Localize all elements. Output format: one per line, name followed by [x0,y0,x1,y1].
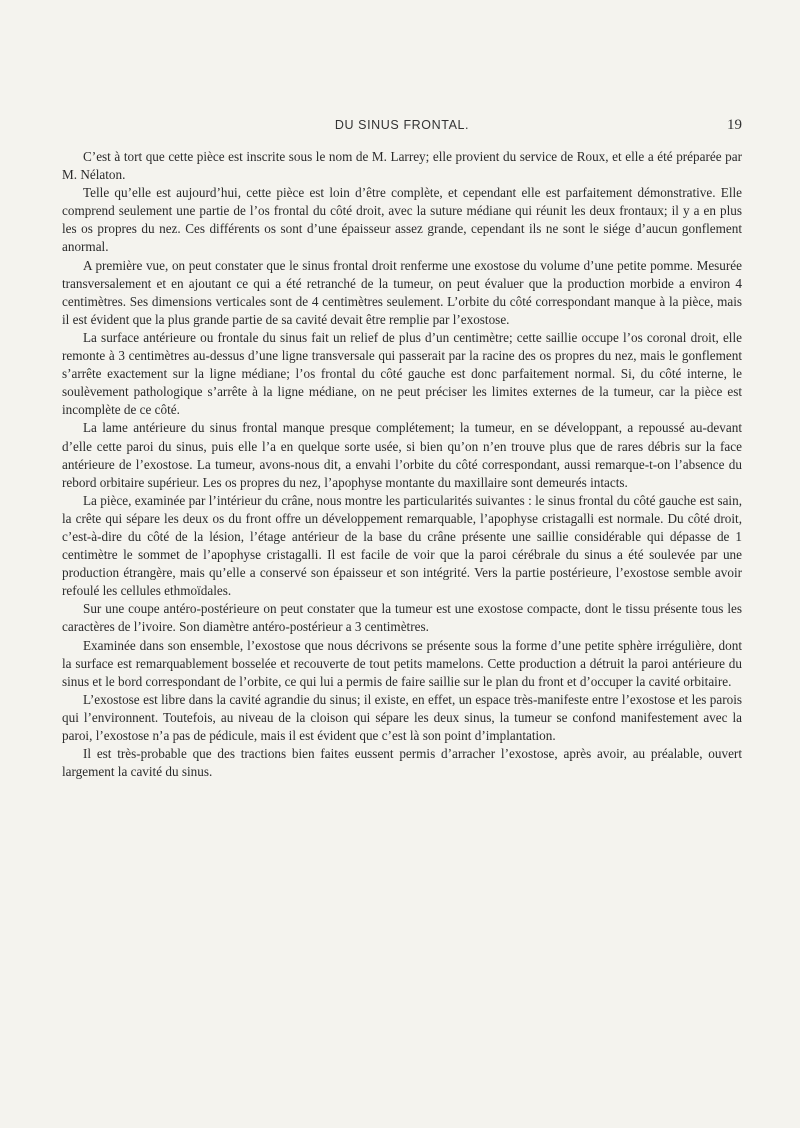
paragraph: L’exostose est libre dans la cavité agrandie du sinus; il existe, en effet, un espace très-manifeste entre l’exostose et les parois qui l’environnent. Toutefois, au niveau de la cloison qui sépare les deux sinus, la tumeur se confond manifestement avec la paroi, l’exostose n’a pas de pédicule, mais il est évident que c’est là son point d’implantation. [62,691,742,743]
paragraph: La surface antérieure ou frontale du sinus fait un relief de plus d’un centimètre; cette saillie occupe l’os coronal droit, elle remonte à 3 centimètres au-dessus d’une ligne transversale qui passerait par la racine des os propres du nez, mais le gonflement s’arrête exactement sur la ligne médiane; l’os frontal du côté gauche est donc parfaitement normal. Si, du côté interne, le soulèvement pathologique s’arrête à la ligne médiane, on ne peut préciser les limites externes de la tumeur, car la pièce est incomplète de ce côté. [62,329,742,418]
running-title: DU SINUS FRONTAL. [334,118,470,132]
paragraph: A première vue, on peut constater que le sinus frontal droit renferme une exostose du volume d’une petite pomme. Mesurée transversalement et en ajoutant ce qui a été retranché de la tumeur, on peut évaluer que la production morbide a environ 4 centimètres. Ses dimensions verticales sont de 4 centimètres seulement. L’orbite du côté correspondant manque à la pièce, mais il est évident que la plus grande partie de sa cavité devait être remplie par l’exostose. [62,257,742,327]
paragraph: La pièce, examinée par l’intérieur du crâne, nous montre les particularités suivantes : le sinus frontal du côté gauche est sain, la crête qui sépare les deux os du front offre un développement remarquable, l’apophyse cristagalli est normale. Du côté droit, c’est-à-dire du côté de la lésion, l’étage antérieur de la base du crâne présente une saillie considérable qui dépasse de 1 centimètre le sommet de l’apophyse cristagalli. Il est facile de voir que la paroi cérébrale du sinus a été soulevée par une production étrangère, mais qu’elle a conservé son épaisseur et son intégrité. Vers la partie postérieure, l’exostose semble avoir refoulé les cellules ethmoïdales. [62,492,742,599]
body-text [62,148,742,781]
running-head [62,118,742,138]
paragraph: Il est très-probable que des tractions bien faites eussent permis d’arracher l’exostose, après avoir, au préalable, ouvert largement la cavité du sinus. [62,746,742,780]
paragraph: Telle qu’elle est aujourd’hui, cette pièce est loin d’être complète, et cependant elle est parfaitement démonstrative. Elle comprend seulement une partie de l’os frontal du côté droit, avec la suture médiane qui réunit les deux frontaux; il y a en plus les os propres du nez. Ces différents os sont d’une épaisseur assez grande, cependant ils ne sont le siége d’aucun gonflement anormal. [62,185,742,255]
paragraph: C’est à tort que cette pièce est inscrite sous le nom de M. Larrey; elle provient du service de Roux, et elle a été préparée par M. Nélaton. [62,149,742,183]
paragraph: Examinée dans son ensemble, l’exostose que nous décrivons se présente sous la forme d’une petite sphère irrégulière, dont la surface est remarquablement bosselée et recouverte de tout petits mamelons. Cette production a détruit la paroi antérieure du sinus et le bord correspondant de l’orbite, ce qui lui a permis de faire saillie sur le plan du front et d’occuper la cavité orbitaire. [62,637,742,689]
paragraph: La lame antérieure du sinus frontal manque presque complétement; la tumeur, en se développant, a repoussé au-devant d’elle cette paroi du sinus, puis elle l’a en quelque sorte usée, si bien qu’on n’en trouve plus que de rares débris sur la face antérieure de l’exostose. La tumeur, avons-nous dit, a envahi l’orbite du côté correspondant, aussi remarque-t-on l’absence du rebord orbitaire supérieur. Les os propres du nez, l’apophyse montante du maxillaire sont demeurés intacts. [62,420,742,490]
page-number: 19 [727,117,742,133]
paragraph: Sur une coupe antéro-postérieure on peut constater que la tumeur est une exostose compacte, dont le tissu présente tous les caractères de l’ivoire. Son diamètre antéro-postérieur a 3 centimètres. [62,601,742,635]
